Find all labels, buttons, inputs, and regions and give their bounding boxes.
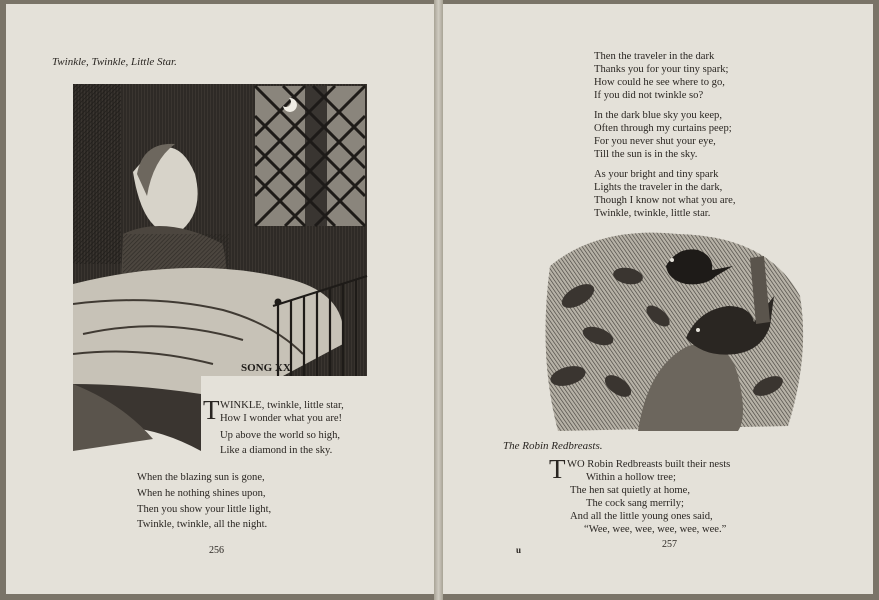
left-stanza-1-line-4: Like a diamond in the sky.: [220, 445, 333, 456]
right-stanza-4-line-1: In the dark blue sky you keep,: [594, 110, 722, 121]
right-stanza-4-line-2: Often through my curtains peep;: [594, 123, 732, 134]
robin-line-1: WO Robin Redbreasts built their nests: [567, 459, 731, 470]
left-stanza-1-line-1: WINKLE, twinkle, little star,: [220, 400, 344, 411]
robin-line-5: And all the little young ones said,: [570, 511, 713, 522]
right-stanza-4-line-4: Till the sun is in the sky.: [594, 149, 698, 160]
left-stanza-2-line-1: When the blazing sun is gone,: [137, 472, 265, 483]
right-stanza-3-line-1: Then the traveler in the dark: [594, 51, 715, 62]
right-stanza-3-line-3: How could he see where to go,: [594, 77, 725, 88]
robins-in-tree-illustration: [538, 226, 808, 436]
child-window-engraving: [73, 84, 369, 451]
book-gutter: [434, 0, 443, 600]
right-stanza-5-line-2: Lights the traveler in the dark,: [594, 182, 723, 193]
right-stanza-5-line-4: Twinkle, twinkle, little star.: [594, 208, 711, 219]
signature-mark: u: [516, 545, 522, 555]
right-stanza-3-line-4: If you did not twinkle so?: [594, 90, 704, 101]
robin-line-6: “Wee, wee, wee, wee, wee, wee.”: [584, 524, 727, 535]
illustration-label: SONG XX: [241, 362, 291, 374]
right-stanza-5-line-1: As your bright and tiny spark: [594, 169, 719, 180]
left-dropcap: T: [203, 395, 220, 425]
left-stanza-2-line-3: Then you show your little light,: [137, 504, 272, 515]
robin-line-4: The cock sang merrily;: [586, 498, 684, 509]
right-page-number: 257: [662, 539, 677, 550]
right-stanza-4-line-3: For you never shut your eye,: [594, 136, 716, 147]
robin-line-3: The hen sat quietly at home,: [570, 485, 691, 496]
robin-title: The Robin Redbreasts.: [503, 440, 603, 452]
left-stanza-1-line-2: How I wonder what you are!: [220, 413, 343, 424]
left-page: [6, 4, 434, 594]
right-page: [443, 4, 873, 594]
child-at-window-illustration: [73, 84, 369, 451]
left-page-title: Twinkle, Twinkle, Little Star.: [52, 56, 177, 68]
left-stanza-1-line-3: Up above the world so high,: [220, 430, 341, 441]
robins-engraving: [538, 226, 808, 436]
left-page-number: 256: [209, 545, 224, 556]
left-stanza-2-line-2: When he nothing shines upon,: [137, 488, 266, 499]
right-stanza-3-line-2: Thanks you for your tiny spark;: [594, 64, 729, 75]
right-stanza-5-line-3: Though I know not what you are,: [594, 195, 736, 206]
left-stanza-2-line-4: Twinkle, twinkle, all the night.: [137, 519, 268, 530]
robin-line-2: Within a hollow tree;: [586, 472, 676, 483]
right-dropcap: T: [549, 454, 566, 484]
